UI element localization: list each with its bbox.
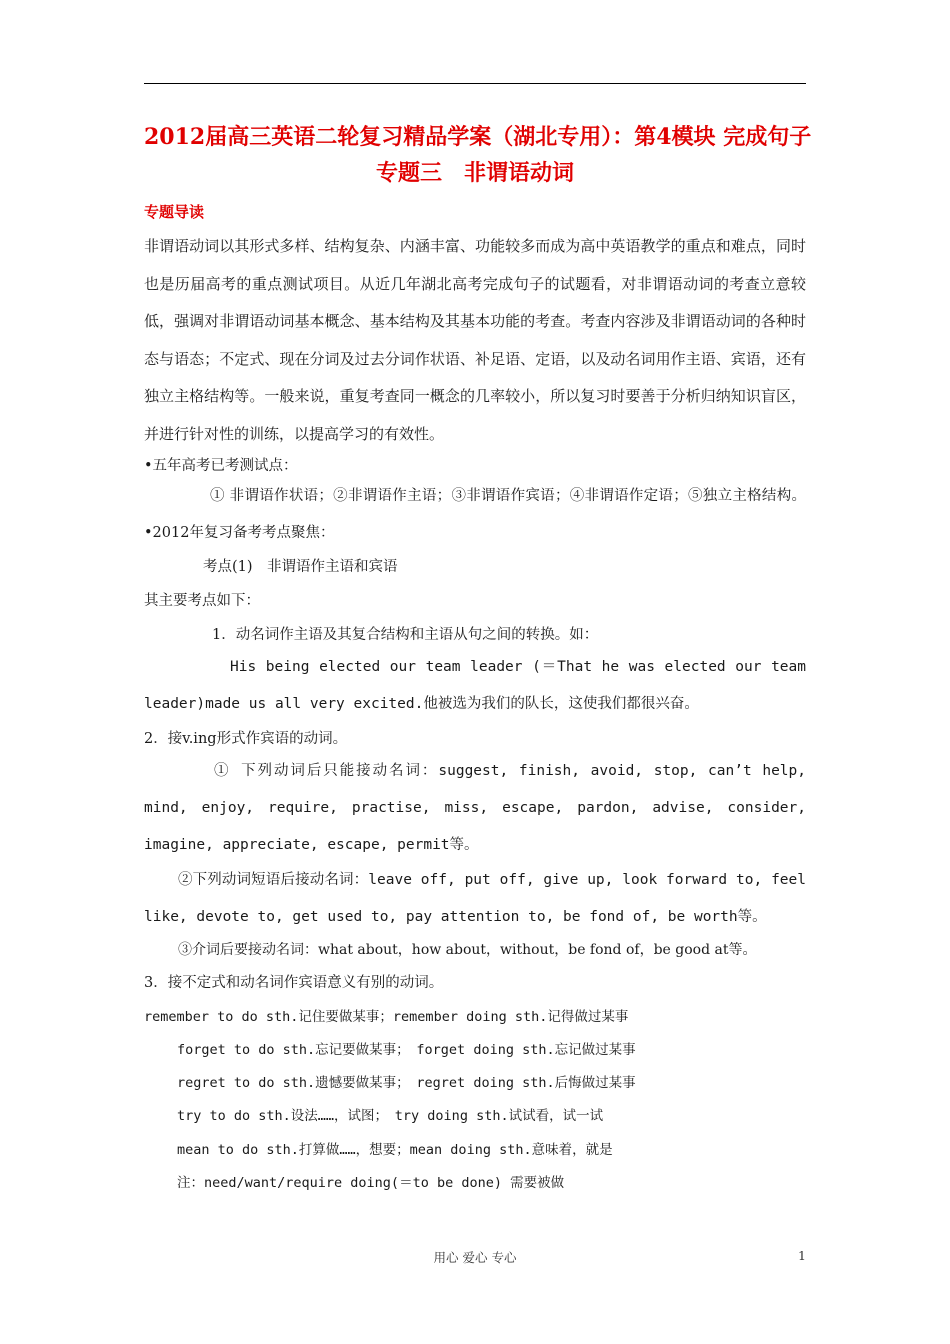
item3-line: try to do sth.设法……，试图； try doing sth.试试看，试一试 bbox=[177, 1108, 604, 1124]
section-heading: 专题导读 bbox=[144, 203, 205, 221]
main-points-label: 其主要考点如下： bbox=[144, 593, 260, 609]
item3-heading: 3．接不定式和动名词作宾语意义有别的动词。 bbox=[144, 975, 444, 991]
document-title: 2012届高三英语二轮复习精品学案（湖北专用）：第4模块 完成句子 bbox=[144, 124, 812, 150]
item3-line: remember to do sth.记住要做某事；remember doing sth.记得做过某事 bbox=[144, 1009, 629, 1025]
document-subtitle: 专题三 非谓语动词 bbox=[375, 160, 574, 186]
five-year-points: ① 非谓语作状语；②非谓语作主语；③非谓语作宾语；④非谓语作定语；⑤独立主格结构。•2012年复习备考考点聚焦： bbox=[144, 488, 806, 541]
item3-line: forget to do sth.忘记要做某事； forget doing sth.忘记做过某事 bbox=[177, 1042, 636, 1058]
page-footer: 用心 爱心 专心 bbox=[433, 1250, 517, 1265]
five-year-label: •五年高考已考测试点： bbox=[144, 458, 298, 474]
item3-line: mean to do sth.打算做……，想要；mean doing sth.意味着，就是 bbox=[177, 1142, 613, 1158]
item3-line: regret to do sth.遗憾要做某事； regret doing sth.后悔做过某事 bbox=[177, 1075, 636, 1091]
item2-sub1: ① 下列动词后只能接动名词：suggest, finish, avoid, stop, can’t help, mind, enjoy, require, practise, miss, escape, pardon, advise, consider, imagine, appreciate, escape, permit等。 bbox=[144, 763, 806, 853]
item2-heading: 2．接v.ing形式作宾语的动词。 bbox=[144, 731, 348, 747]
intro-paragraph: 非谓语动词以其形式多样、结构复杂、内涵丰富、功能较多而成为高中英语教学的重点和难点，同时也是历届高考的重点测试项目。从近几年湖北高考完成句子的试题看，对非谓语动词的考查立意较低，强调对非谓语动词基本概念、基本结构及其基本功能的考查。考查内容涉及非谓语动词的各种时态与语态；不定式、现在分词及过去分词作状语、补足语、定语，以及动名词用作主语、宾语，还有独立主格结构等。一般来说，重复考查同一概念的几率较小，所以复习时要善于分析归纳知识盲区，并进行针对性的训练，以提高学习的有效性。 bbox=[144, 237, 806, 443]
kaodian-heading: 考点(1) 非谓语作主语和宾语 bbox=[203, 559, 398, 575]
page-number: 1 bbox=[798, 1248, 806, 1263]
item2-sub2: ②下列动词短语后接动名词：leave off, put off, give up, look forward to, feel like, devote to, get used to, pay attention to, be fond of, be worth等。 bbox=[144, 872, 806, 925]
header-rule bbox=[144, 83, 806, 84]
item1-heading: 1．动名词作主语及其复合结构和主语从句之间的转换。如： bbox=[212, 627, 599, 643]
item3-note: 注：need/want/require doing(＝to be done) 需要被做 bbox=[177, 1175, 565, 1191]
item2-sub3: ③介词后要接动名词：what about，how about，without，be fond of，be good at等。 bbox=[178, 942, 757, 958]
item1-example: His being elected our team leader (＝That he was elected our team leader)made us all very excited.他被选为我们的队长，这使我们都很兴奋。 bbox=[144, 659, 806, 712]
